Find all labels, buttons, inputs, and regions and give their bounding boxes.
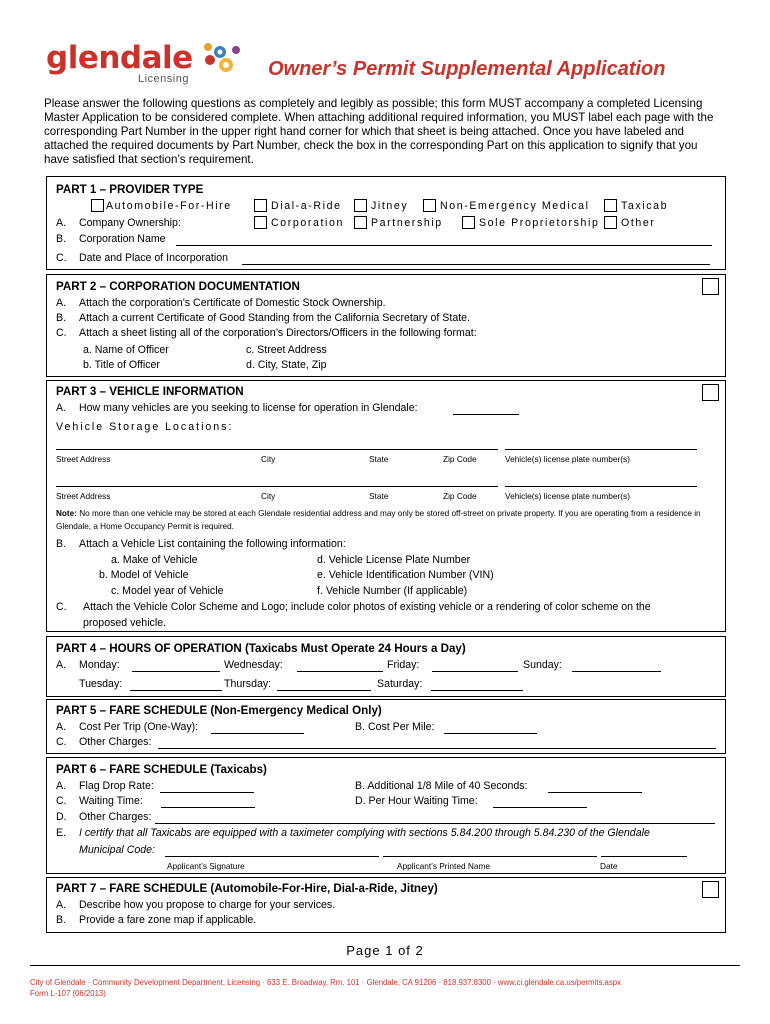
plate-item: d. Vehicle License Plate Number: [317, 554, 471, 566]
part-3-vehicle-information: [46, 380, 726, 632]
ownership-other: Other: [621, 217, 656, 229]
vehicle-count-field[interactable]: [453, 414, 519, 415]
storage-note: [56, 507, 716, 533]
waiting-time-field[interactable]: [161, 807, 255, 808]
part-6-fare-schedule-taxicabs: [46, 757, 726, 874]
col-zip-code: Zip Code: [443, 454, 477, 464]
thursday-field[interactable]: [277, 690, 371, 691]
part-7-complete-checkbox[interactable]: [702, 881, 719, 898]
vehicle-number-item: f. Vehicle Number (If applicable): [317, 585, 468, 597]
part-6-e-label: E.: [56, 827, 67, 839]
checkbox-corporation[interactable]: [254, 216, 267, 229]
checkbox-partnership[interactable]: [354, 216, 367, 229]
col-state: State: [369, 454, 389, 464]
logo-dots-icon: [196, 40, 256, 90]
type-automobile-for-hire: Automobile-For-Hire: [106, 200, 232, 212]
part-7-b-text: Provide a fare zone map if applicable.: [79, 914, 257, 926]
col-street-address-2: Street Address: [56, 491, 111, 501]
part-2-a-text: Attach the corporation’s Certificate of Domestic Stock Ownership.: [79, 297, 386, 309]
type-dial-a-ride: Dial-a-Ride: [271, 200, 342, 212]
part-6-c-label: C.: [56, 795, 67, 807]
checkbox-sole-proprietorship[interactable]: [462, 216, 475, 229]
part-3-complete-checkbox[interactable]: [702, 384, 719, 401]
city-state-zip-item: d. City, State, Zip: [246, 359, 327, 371]
flag-drop-label: Flag Drop Rate:: [79, 780, 154, 792]
municipal-code-label: Municipal Code:: [79, 844, 155, 856]
vin-item: e. Vehicle Identification Number (VIN): [317, 569, 494, 581]
applicant-signature-caption: Applicant’s Signature: [167, 861, 245, 871]
part-7-b-label: B.: [56, 914, 67, 926]
col-plate-numbers-2: Vehicle(s) license plate number(s): [505, 491, 630, 501]
footer: [30, 977, 621, 999]
storage-plate-field-2[interactable]: [505, 486, 697, 487]
signature-date-field[interactable]: [601, 856, 687, 857]
taximeter-certification: I certify that all Taxicabs are equipped with a taximeter complying with sections 5.84.200 through 5.84.230 of the Glendale: [79, 827, 650, 839]
applicant-printed-name-field[interactable]: [383, 856, 597, 857]
col-plate-numbers: Vehicle(s) license plate number(s): [505, 454, 630, 464]
part-7-a-text: Describe how you propose to charge for your services.: [79, 899, 336, 911]
friday-label: Friday:: [387, 659, 420, 671]
hourly-waiting-label: D. Per Hour Waiting Time:: [355, 795, 478, 807]
part-3-b-label: B.: [56, 538, 67, 550]
part-7-a-label: A.: [56, 899, 67, 911]
part-4-hours-of-operation: [46, 636, 726, 697]
checkbox-taxicab[interactable]: [604, 199, 617, 212]
applicant-printed-name-caption: Applicant’s Printed Name: [397, 861, 491, 871]
tuesday-field[interactable]: [130, 690, 222, 691]
color-scheme-label-2: proposed vehicle.: [83, 617, 167, 629]
applicant-signature-field[interactable]: [165, 856, 379, 857]
ownership-partnership: Partnership: [371, 217, 443, 229]
col-city-2: City: [261, 491, 276, 501]
date-caption: Date: [600, 861, 618, 871]
other-charges-label: Other Charges:: [79, 736, 152, 748]
type-taxicab: Taxicab: [621, 200, 669, 212]
waiting-time-label: Waiting Time:: [79, 795, 143, 807]
part-6-d-label: D.: [56, 811, 67, 823]
storage-address-field-2[interactable]: [56, 486, 498, 487]
cost-per-mile-label: B. Cost Per Mile:: [355, 721, 435, 733]
cost-per-mile-field[interactable]: [444, 733, 537, 734]
document-title: Owner’s Permit Supplemental Application: [268, 58, 666, 80]
type-jitney: Jitney: [371, 200, 409, 212]
color-scheme-label: Attach the Vehicle Color Scheme and Logo; include color photos of existing vehicle or a rendering of color scheme on the: [83, 601, 651, 613]
part-5-fare-schedule-nem: [46, 699, 726, 754]
part-7-title: PART 7 – FARE SCHEDULE (Automobile-For-Hire, Dial-a-Ride, Jitney): [56, 882, 438, 895]
part-6-a-label: A.: [56, 780, 67, 792]
corporation-name-field[interactable]: [176, 245, 712, 246]
make-item: a. Make of Vehicle: [111, 554, 198, 566]
part-2-c-label: C.: [56, 327, 67, 339]
logo-wordmark: glendale: [46, 40, 193, 76]
page-number: Page 1 of 2: [346, 943, 424, 958]
note-text: No more than one vehicle may be stored at each Glendale residential address and may only be stored off-street on private property. If you are operating from a residence in Glendale, a Home Occupancy Permit is required.: [56, 509, 701, 531]
footer-form-number: Form L-107 (06/2013): [30, 989, 106, 998]
company-ownership-label: Company Ownership:: [79, 217, 181, 229]
saturday-label: Saturday:: [377, 678, 423, 690]
sunday-field[interactable]: [572, 671, 661, 672]
part-4-title: PART 4 – HOURS OF OPERATION (Taxicabs Must Operate 24 Hours a Day): [56, 642, 466, 655]
part-1-a-label: A.: [56, 217, 67, 229]
wednesday-field[interactable]: [297, 671, 383, 672]
glendale-logo: [46, 40, 246, 90]
storage-plate-field-1[interactable]: [505, 449, 697, 450]
part-4-a-label: A.: [56, 659, 67, 671]
ownership-corporation: Corporation: [271, 217, 344, 229]
cost-per-trip-field[interactable]: [211, 733, 304, 734]
part-2-complete-checkbox[interactable]: [702, 278, 719, 295]
friday-field[interactable]: [432, 671, 518, 672]
sunday-label: Sunday:: [523, 659, 562, 671]
officer-name-item: a. Name of Officer: [83, 344, 169, 356]
part-1-c-label: C.: [56, 252, 67, 264]
checkbox-jitney[interactable]: [354, 199, 367, 212]
part-5-title: PART 5 – FARE SCHEDULE (Non-Emergency Medical Only): [56, 704, 382, 717]
part-2-a-label: A.: [56, 297, 67, 309]
col-zip-code-2: Zip Code: [443, 491, 477, 501]
saturday-field[interactable]: [431, 690, 523, 691]
incorporation-label: Date and Place of Incorporation: [79, 252, 228, 264]
officer-title-item: b. Title of Officer: [83, 359, 160, 371]
part-3-title: PART 3 – VEHICLE INFORMATION: [56, 385, 244, 398]
cost-per-trip-label: Cost Per Trip (One-Way):: [79, 721, 199, 733]
part-2-corporation-documentation: [46, 274, 726, 377]
checkbox-non-emergency-medical[interactable]: [423, 199, 436, 212]
taxi-other-charges-field[interactable]: [155, 823, 715, 824]
logo-subtitle: Licensing: [138, 73, 189, 85]
col-state-2: State: [369, 491, 389, 501]
monday-field[interactable]: [132, 671, 220, 672]
col-city: City: [261, 454, 276, 464]
additional-mile-field[interactable]: [548, 792, 642, 793]
part-1-b-label: B.: [56, 233, 67, 245]
hourly-waiting-field[interactable]: [493, 807, 587, 808]
part-7-fare-schedule-afh: [46, 877, 726, 933]
tuesday-label: Tuesday:: [79, 678, 123, 690]
part-5-a-label: A.: [56, 721, 67, 733]
wednesday-label: Wednesday:: [224, 659, 283, 671]
footer-address: City of Glendale · Community Development Department, Licensing · 633 E. Broadway, Rm. 101 · Glendale, CA 91206 · 818.937.8300 · www.ci.glendale.ca.us/permits.aspx: [30, 978, 621, 987]
street-address-item: c. Street Address: [246, 344, 327, 356]
model-item: b. Model of Vehicle: [99, 569, 189, 581]
checkbox-dial-a-ride[interactable]: [254, 199, 267, 212]
additional-mile-label: B. Additional 1/8 Mile of 40 Seconds:: [355, 780, 528, 792]
thursday-label: Thursday:: [224, 678, 272, 690]
part-2-title: PART 2 – CORPORATION DOCUMENTATION: [56, 280, 300, 293]
vehicle-count-label: How many vehicles are you seeking to license for operation in Glendale:: [79, 402, 418, 414]
storage-address-field-1[interactable]: [56, 449, 498, 450]
incorporation-field[interactable]: [242, 264, 710, 265]
part-3-a-label: A.: [56, 402, 67, 414]
model-year-item: c. Model year of Vehicle: [111, 585, 224, 597]
taxi-other-charges-label: Other Charges:: [79, 811, 152, 823]
type-non-emergency-medical: Non-Emergency Medical: [440, 200, 590, 212]
intro-paragraph: Please answer the following questions as completely and legibly as possible; this form MUST accompany a completed Licensing Master Application to be considered complete. When attaching additional required information, you MUST label each page with the corresponding Part Number in the upper right hand corner for which that sheet is being attached. Once you have labeled and attached the required documents by Part Number, check the box in the corresponding Part on this application to signify that you have satisfied that section’s requirement.: [44, 97, 714, 166]
monday-label: Monday:: [79, 659, 120, 671]
vehicle-list-label: Attach a Vehicle List containing the following information:: [79, 538, 346, 550]
note-label: Note:: [56, 509, 77, 518]
part-5-c-label: C.: [56, 736, 67, 748]
part-6-title: PART 6 – FARE SCHEDULE (Taxicabs): [56, 763, 267, 776]
checkbox-automobile-for-hire[interactable]: [91, 199, 104, 212]
flag-drop-field[interactable]: [160, 792, 254, 793]
col-street-address: Street Address: [56, 454, 111, 464]
storage-locations-label: Vehicle Storage Locations:: [56, 421, 234, 433]
part-1-title: PART 1 – PROVIDER TYPE: [56, 183, 204, 196]
other-charges-field[interactable]: [158, 748, 716, 749]
part-3-c-label: C.: [56, 601, 67, 613]
part-2-b-text: Attach a current Certificate of Good Standing from the California Secretary of State.: [79, 312, 470, 324]
ownership-sole-proprietorship: Sole Proprietorship: [479, 217, 600, 229]
part-2-c-text: Attach a sheet listing all of the corporation’s Directors/Officers in the following format:: [79, 327, 477, 339]
corporation-name-label: Corporation Name: [79, 233, 166, 245]
part-2-b-label: B.: [56, 312, 67, 324]
checkbox-other[interactable]: [604, 216, 617, 229]
footer-divider: [30, 965, 740, 966]
part-1-provider-type: [46, 176, 726, 270]
